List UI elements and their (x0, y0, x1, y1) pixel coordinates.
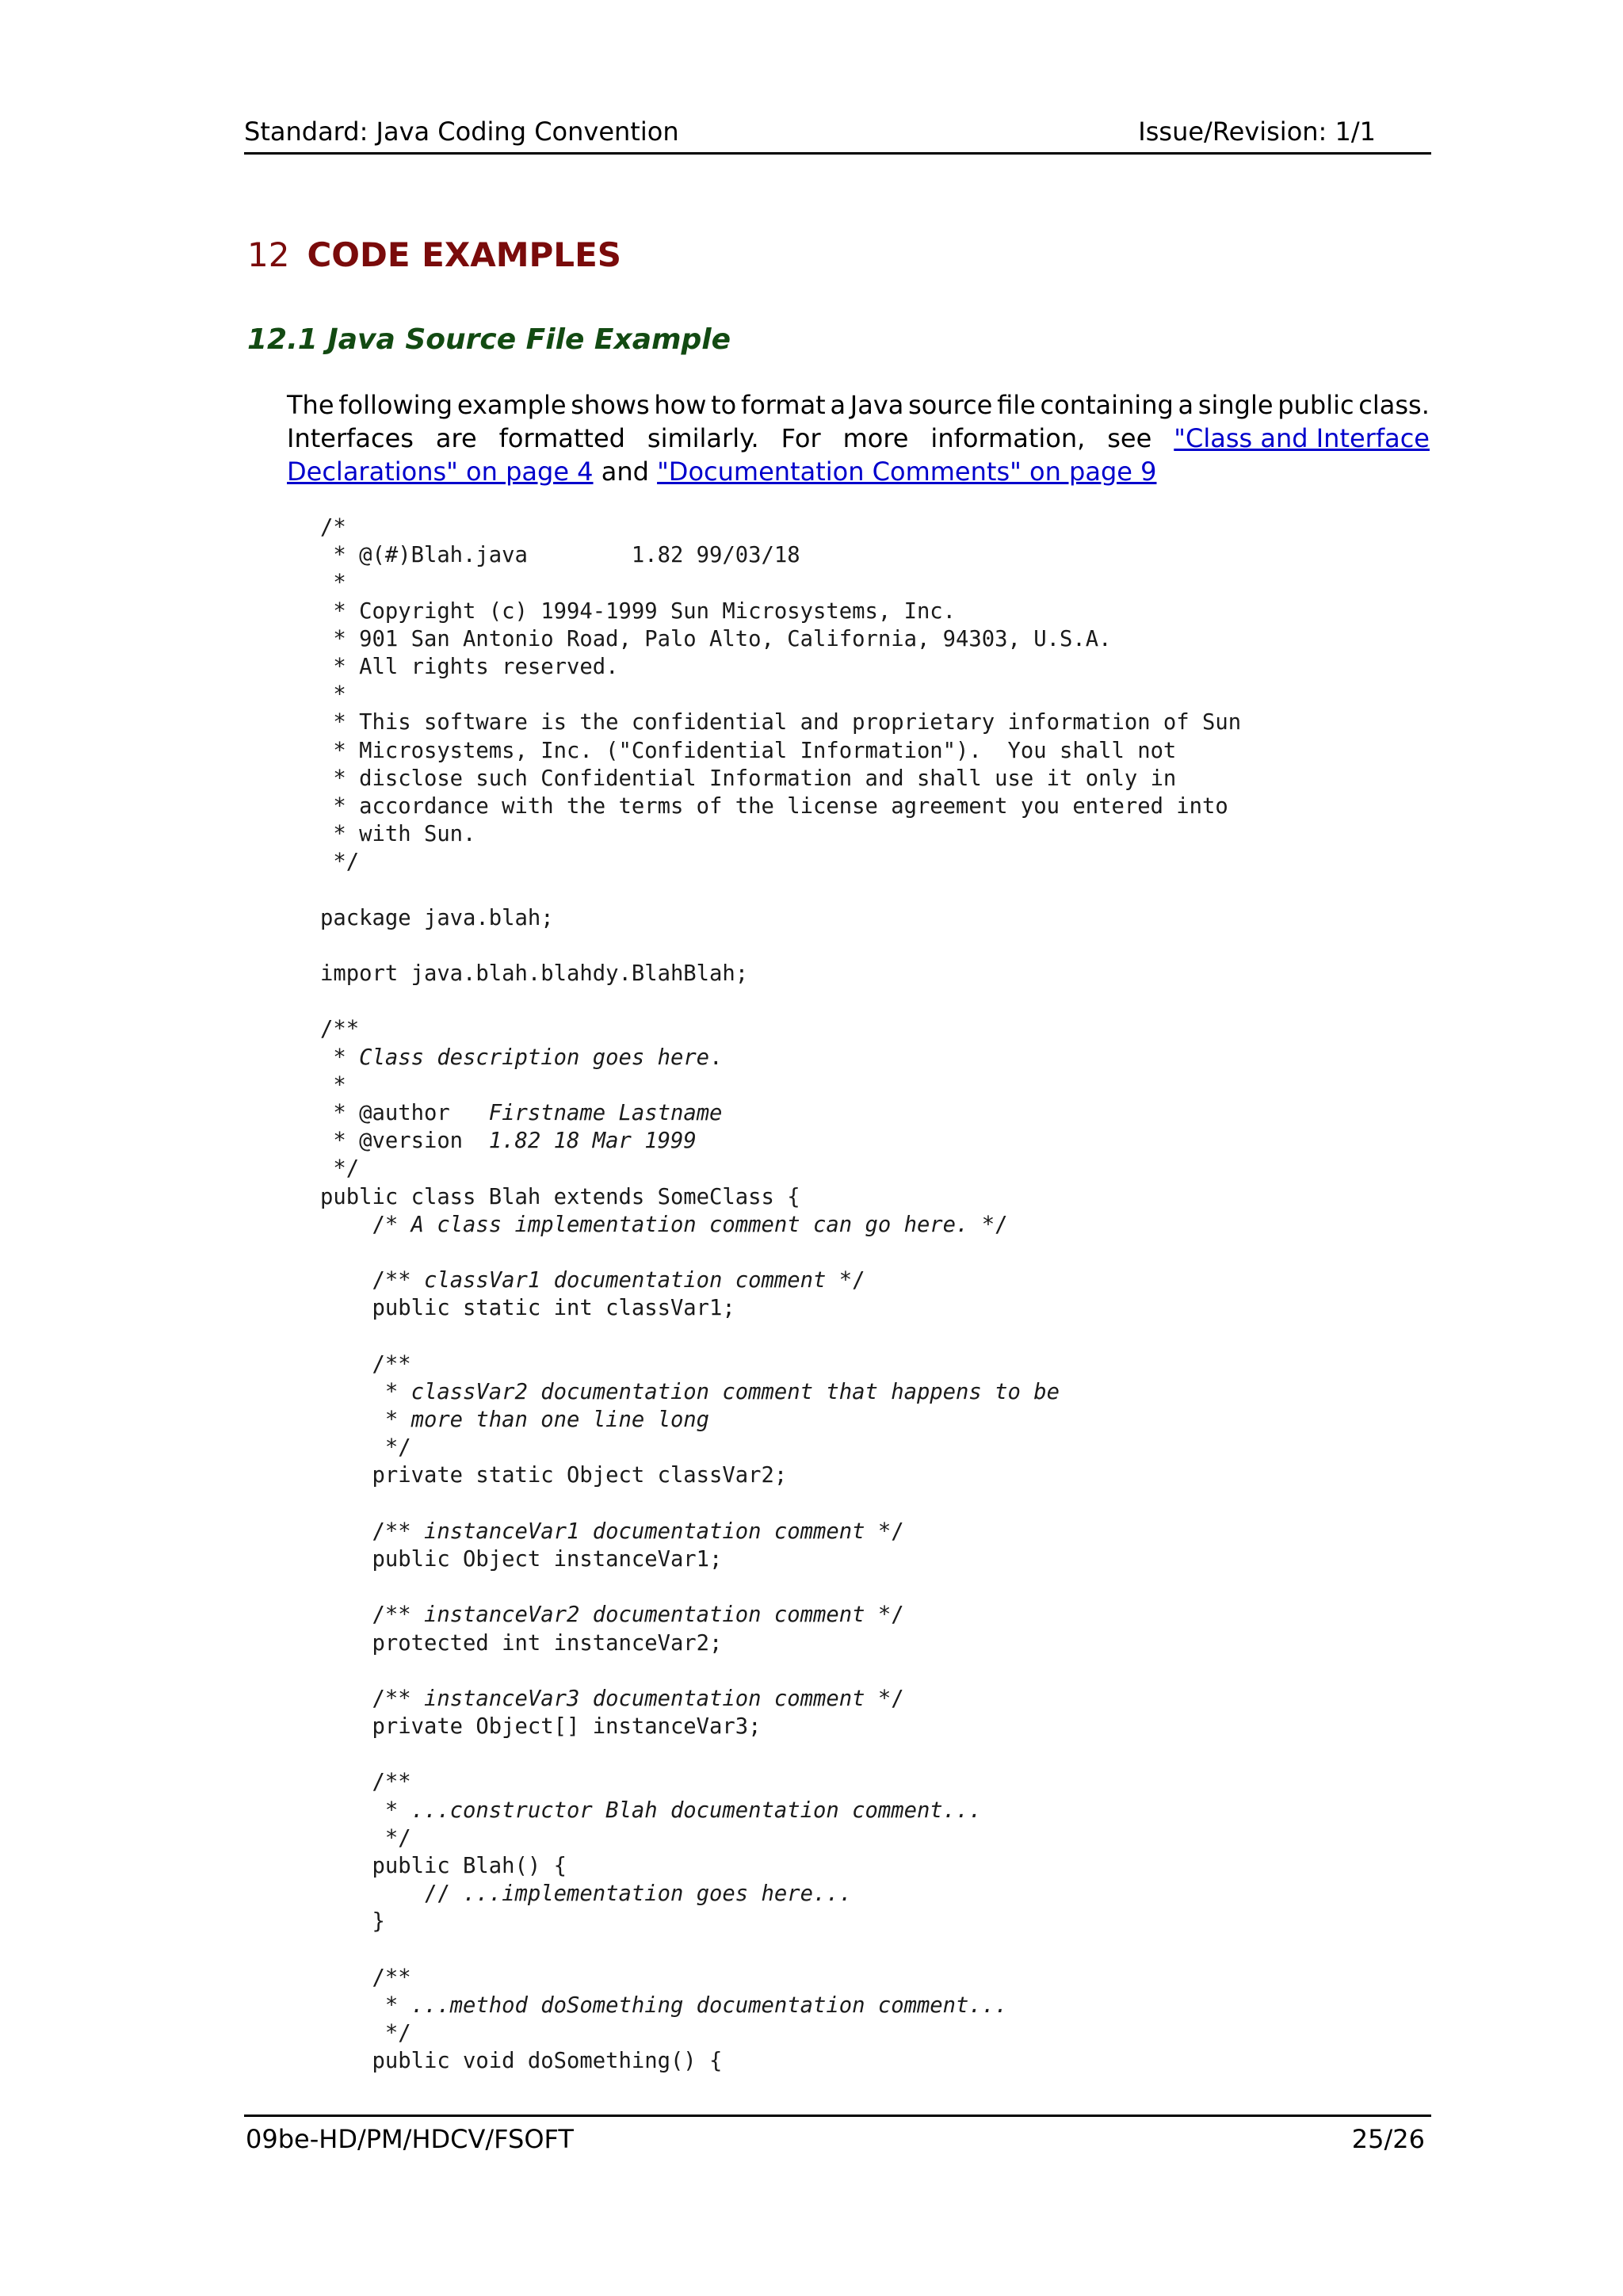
code-line: /** (320, 1017, 360, 1042)
code-line: private Object[] instanceVar3; (320, 1714, 762, 1740)
intro-word: formatted (498, 423, 625, 453)
code-line: /** (320, 1965, 411, 1990)
code-line: private static Object classVar2; (320, 1463, 788, 1488)
code-line (320, 1490, 1241, 1518)
code-line: /* A class implementation comment can go here. */ (320, 1212, 1008, 1237)
intro-and-text: and (593, 457, 658, 487)
intro-word: example (456, 390, 567, 420)
section-heading (247, 231, 621, 279)
code-line: /** classVar1 documentation comment */ (320, 1268, 865, 1293)
code-line: public Object instanceVar1; (320, 1546, 723, 1572)
code-line (320, 1573, 1241, 1601)
code-line: */ (320, 1156, 360, 1182)
code-line: * ...method doSomething documentation comment... (320, 1992, 1008, 2018)
java-code-block (320, 514, 1241, 2076)
intro-word: containing (1040, 390, 1174, 420)
link-documentation-comments[interactable]: "Documentation Comments" on page 9 (657, 457, 1157, 487)
intro-word: format (740, 390, 826, 420)
code-line: * (320, 1072, 346, 1098)
code-line: /** (320, 1351, 411, 1377)
footer-document-id: 09be-HD/PM/HDCV/FSOFT (246, 2124, 574, 2154)
intro-word: shows (571, 390, 650, 420)
intro-word: how (654, 390, 707, 420)
code-line (320, 1657, 1241, 1685)
code-line: * Microsystems, Inc. ("Confidential Information"). You shall not (320, 738, 1177, 763)
code-line: * with Sun. (320, 822, 476, 847)
intro-word: information, (930, 423, 1086, 453)
intro-word: see (1107, 423, 1152, 453)
code-line: /** instanceVar2 documentation comment */ (320, 1603, 904, 1628)
intro-paragraph (287, 388, 1430, 488)
code-line: */ (320, 850, 360, 875)
code-line: * @author Firstname Lastname (320, 1100, 723, 1125)
code-line: public void doSomething() { (320, 2049, 723, 2074)
code-line (320, 1936, 1241, 1964)
intro-word: following (338, 390, 453, 420)
code-line: * accordance with the terms of the license agreement you entered into (320, 793, 1228, 819)
intro-line-1 (287, 388, 1430, 422)
code-line (320, 988, 1241, 1015)
intro-word: to (711, 390, 737, 420)
link-class-interface-declarations-cont[interactable]: Declarations" on page 4 (287, 457, 594, 487)
code-line: /** instanceVar1 documentation comment */ (320, 1519, 904, 1544)
intro-word: Java (850, 390, 904, 420)
intro-word: more (842, 423, 909, 453)
code-line: * more than one line long (320, 1408, 710, 1432)
code-line: * (320, 571, 346, 596)
code-line: import java.blah.blahdy.BlahBlah; (320, 961, 749, 986)
code-line: * This software is the confidential and proprietary information of Sun (320, 710, 1242, 735)
code-line: // ...implementation goes here... (320, 1881, 853, 1907)
code-line: * All rights reserved. (320, 654, 619, 679)
footer-page-number: 25/26 (1351, 2124, 1425, 2154)
intro-word: class. (1358, 390, 1430, 420)
code-line (320, 1740, 1241, 1768)
subsection-heading: 12.1 Java Source File Example (247, 323, 731, 356)
code-line (320, 876, 1241, 904)
code-line: package java.blah; (320, 905, 554, 930)
code-line: */ (320, 1825, 411, 1851)
intro-word: are (435, 423, 477, 453)
code-line: * Copyright (c) 1994-1999 Sun Microsystems, Inc. (320, 598, 957, 624)
code-line: * ...constructor Blah documentation comment... (320, 1797, 982, 1823)
code-line: /* (320, 515, 346, 540)
code-line: public Blah() { (320, 1854, 567, 1878)
header-document-title: Standard: Java Coding Convention (244, 117, 679, 147)
intro-line-2 (287, 422, 1430, 455)
intro-word: The (287, 390, 334, 420)
code-line: * disclose such Confidential Information and shall use it only in (320, 766, 1177, 791)
intro-word: a (1178, 390, 1194, 420)
intro-word: For (781, 423, 821, 453)
code-line: * classVar2 documentation comment that happens to be (320, 1379, 1060, 1404)
page-footer (244, 2115, 1431, 2157)
code-line (320, 1322, 1241, 1350)
code-line: protected int instanceVar2; (320, 1630, 723, 1656)
code-line: public class Blah extends SomeClass { (320, 1184, 800, 1209)
code-line (320, 932, 1241, 960)
code-line: * Class description goes here. (320, 1045, 723, 1070)
code-line: * @version 1.82 18 Mar 1999 (320, 1129, 697, 1154)
intro-word: a (830, 390, 846, 420)
code-line: */ (320, 2021, 411, 2046)
header-revision: Issue/Revision: 1/1 (1138, 117, 1376, 147)
intro-word: source (908, 390, 993, 420)
intro-word: public (1277, 390, 1354, 420)
code-line: * 901 San Antonio Road, Palo Alto, California, 94303, U.S.A. (320, 626, 1112, 651)
code-line: * (320, 682, 346, 708)
code-line: /** instanceVar3 documentation comment */ (320, 1686, 904, 1711)
intro-word: single (1197, 390, 1274, 420)
link-class-interface-declarations[interactable]: "Class and Interface (1174, 423, 1430, 453)
section-number: 12 (247, 235, 290, 274)
code-line: } (320, 1909, 385, 1935)
code-line: /** (320, 1770, 411, 1795)
intro-word: file (997, 390, 1036, 420)
code-line: * @(#)Blah.java 1.82 99/03/18 (320, 543, 800, 568)
code-line: */ (320, 1435, 411, 1461)
code-line (320, 1239, 1241, 1266)
page-header (244, 116, 1431, 155)
code-line: public static int classVar1; (320, 1296, 735, 1321)
section-title: CODE EXAMPLES (307, 235, 622, 274)
intro-line-3 (287, 455, 1430, 488)
intro-word: similarly. (647, 423, 759, 453)
intro-word: Interfaces (287, 423, 414, 453)
